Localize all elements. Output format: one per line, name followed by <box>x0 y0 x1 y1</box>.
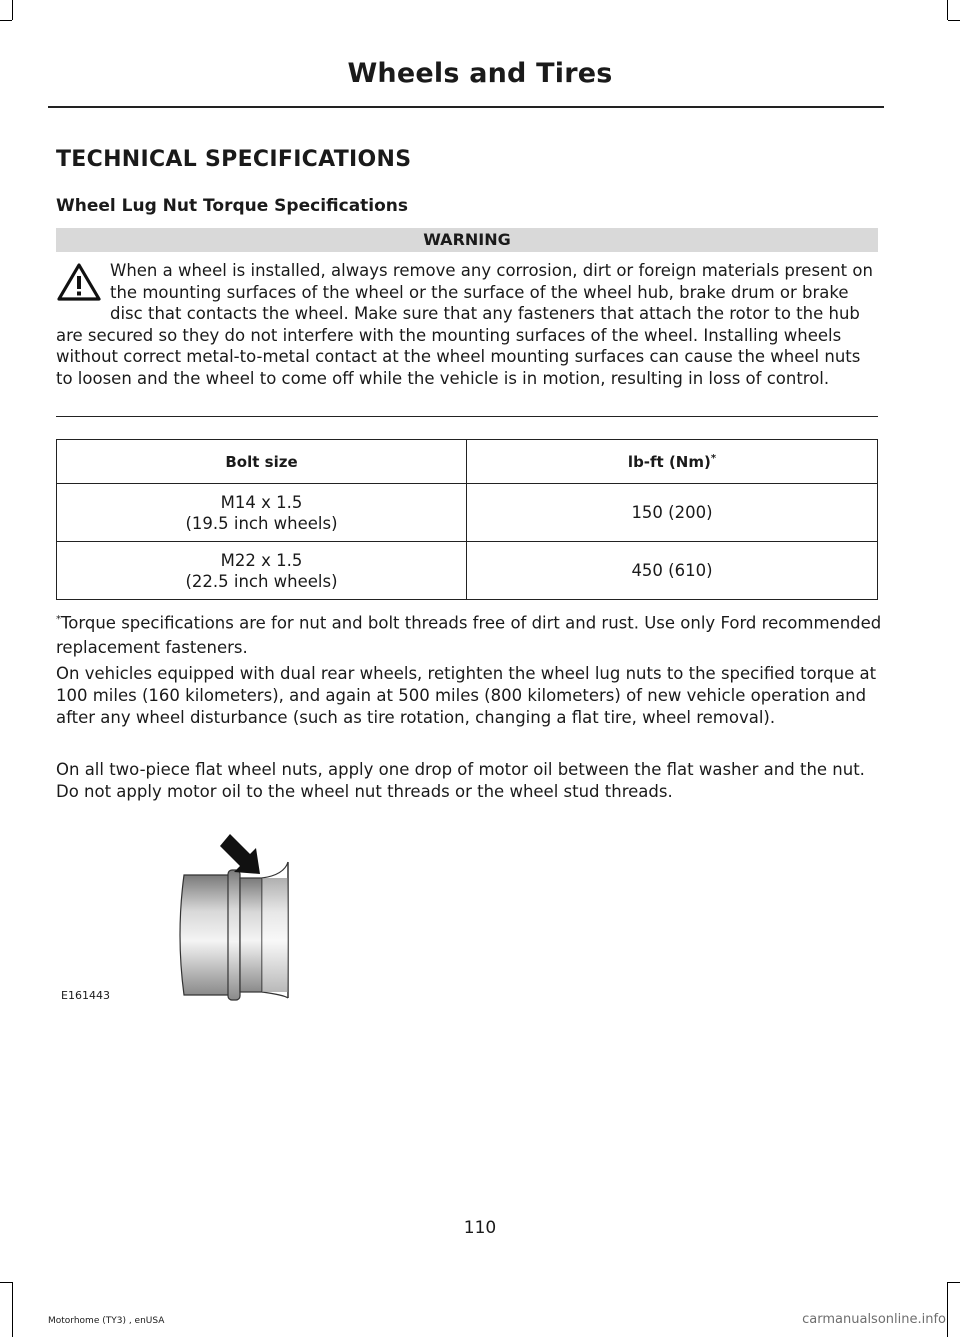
column-header-bolt-size: Bolt size <box>57 440 467 484</box>
warning-label: WARNING <box>56 228 878 252</box>
table-row <box>57 542 878 600</box>
footnote-text: *Torque specifications are for nut and bolt threads free of dirt and rust. Use only Ford recommended replacement fasteners. <box>56 613 882 657</box>
crop-mark <box>12 1282 13 1337</box>
table-cell-torque: 150 (200) <box>467 484 878 542</box>
warning-text: When a wheel is installed, always remove any corrosion, dirt or foreign materials present on the mounting surfaces of the wheel or the surface of the wheel hub, brake drum or brake disc that contacts the wheel. Make sure that any fasteners that attach the rotor to the hub are secured so they do not interfere with the mounting surfaces of the wheel. Installing wheels without correct metal-to-metal contact at the wheel mounting surfaces can cause the wheel nuts to loosen and the wheel to come off while the vehicle is in motion, resulting in loss of control. <box>56 261 873 388</box>
paragraph-two-piece: On all two-piece flat wheel nuts, apply one drop of motor oil between the flat washer and the nut. Do not apply motor oil to the wheel nut threads or the wheel stud threads. <box>56 760 865 801</box>
crop-mark <box>948 1282 960 1283</box>
table-row <box>57 484 878 542</box>
column-header-torque: lb-ft (Nm)* <box>467 440 878 484</box>
warning-text-block <box>56 260 882 389</box>
paragraph-dual-rear: On vehicles equipped with dual rear wheels, retighten the wheel lug nuts to the specified torque at 100 miles (160 kilometers), and again at 500 miles (800 kilometers) of new vehicle operation and after any wheel disturbance (such as tire rotation, changing a flat tire, wheel removal). <box>56 664 877 727</box>
figure-code: E161443 <box>61 989 110 1002</box>
crop-mark <box>947 1282 948 1337</box>
wheel-nut-illustration <box>56 830 301 1010</box>
page-number: 110 <box>463 1218 497 1238</box>
icon-spacer <box>56 260 110 322</box>
crop-mark <box>12 0 13 20</box>
table-cell-torque: 450 (610) <box>467 542 878 600</box>
watermark[interactable]: carmanualsonline.info <box>802 1312 946 1327</box>
table-cell-bolt: M14 x 1.5 (19.5 inch wheels) <box>57 484 467 542</box>
sub-heading: Wheel Lug Nut Torque Specifications <box>56 196 409 216</box>
warning-divider <box>56 416 878 417</box>
page-header-title: Wheels and Tires <box>347 58 613 89</box>
torque-spec-table <box>56 439 878 600</box>
section-heading: TECHNICAL SPECIFICATIONS <box>56 147 412 172</box>
crop-mark <box>0 1282 12 1283</box>
table-cell-bolt: M22 x 1.5 (22.5 inch wheels) <box>57 542 467 600</box>
header-divider <box>48 106 884 108</box>
footer-text: Motorhome (TY3) , enUSA <box>48 1316 165 1326</box>
crop-mark <box>948 20 960 21</box>
crop-mark <box>947 0 948 20</box>
table-header-row <box>57 440 878 484</box>
arrow-down-right-icon <box>220 834 260 874</box>
crop-mark <box>0 20 12 21</box>
footnote-mark: * <box>710 452 717 464</box>
